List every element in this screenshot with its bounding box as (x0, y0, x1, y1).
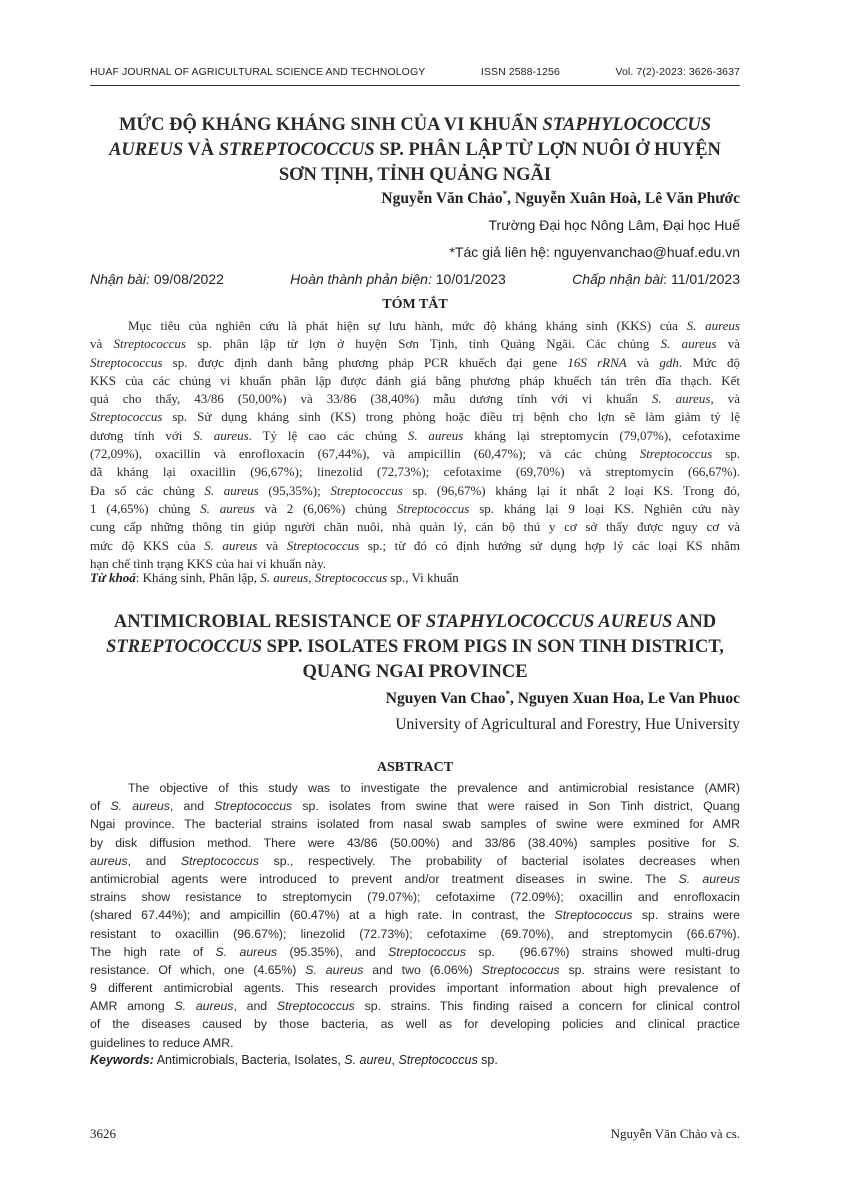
authors-english: Nguyen Van Chao*, Nguyen Xuan Hoa, Le Van Phuoc (385, 689, 740, 708)
journal-header (90, 66, 740, 78)
article-dates: Nhận bài: 09/08/2022 Hoàn thành phản biện: 10/01/2023 Chấp nhận bài: 11/01/2023 (90, 271, 740, 287)
page-footer (90, 1126, 740, 1142)
summary-vietnamese: Mục tiêu của nghiên cứu là phát hiện sự lưu hành, mức độ kháng kháng sinh (KKS) của S. aureus và Streptococcus sp. phân lập từ lợn ở huyện Sơn Tịnh, tỉnh Quảng Ngãi. Các chủng S. aureus và Streptococcus sp. được định danh bằng phương pháp PCR khuếch đại gene 16S rRNA và gdh. Mức độ KKS của các chủng vi khuẩn phân lập được đánh giá bằng phương pháp khuếch tán trên đĩa thạch. Kết quả cho thấy, 43/86 (50,00%) và 33/86 (38,40%) mẫu dương tính với vi khuẩn S. aureus, và Streptococcus sp. Sử dụng kháng sinh (KS) trong phòng hoặc điều trị bệnh cho lợn sẽ làm giảm tỷ lệ dương tính với S. aureus. Tỷ lệ cao các chủng S. aureus kháng lại streptomycin (79,07%), cefotaxime (72,09%), oxacillin và enrofloxacin (67,44%), và ampicillin (60,47%); và các chủng Streptococcus sp. đã kháng lại oxacillin (96,67%); linezolid (72,73%); cefotaxime (69,70%) và streptomycin (66,67%). Đa số các chủng S. aureus (95,35%); Streptococcus sp. (96,67%) kháng lại ít nhất 2 loại KS. Trong đó, 1 (4,65%) chủng S. aureus và 2 (6,06%) chủng Streptococcus sp. kháng lại 9 loại KS. Nghiên cứu này cung cấp những thông tin giúp người chăn nuôi, nhà quản lý, cán bộ thú y cơ sở thấy được nguy cơ và mức độ KKS của S. aureus và Streptococcus sp.; từ đó có định hướng sử dụng hợp lý các loại KS nhằm hạn chế tình trạng KKS của hai vi khuẩn này. (90, 318, 740, 571)
summary-heading: TÓM TẮT (382, 297, 448, 312)
abstract-heading: ASBTRACT (376, 760, 454, 775)
issn: ISSN 2588-1256 (480, 66, 560, 78)
affiliation-english: University of Agricultural and Forestry, Hue University (395, 716, 740, 733)
keywords-english: Keywords: Antimicrobials, Bacteria, Isolates, S. aureu, Streptococcus sp. (90, 1053, 498, 1067)
keywords-vietnamese: Từ khoá: Kháng sinh, Phân lập, S. aureus, Streptococcus sp., Vi khuẩn (90, 570, 459, 585)
affiliation-vietnamese: Trường Đại học Nông Lâm, Đại học Huế (488, 217, 740, 233)
volume-info: Vol. 7(2)-2023: 3626-3637 (615, 66, 740, 78)
running-author: Nguyễn Văn Chảo và cs. (610, 1126, 740, 1141)
authors-vietnamese: Nguyễn Văn Chảo*, Nguyễn Xuân Hoà, Lê Văn Phước (381, 189, 740, 208)
corresponding-author: *Tác giả liên hệ: nguyenvanchao@huaf.edu.vn (449, 244, 740, 260)
journal-name: HUAF JOURNAL OF AGRICULTURAL SCIENCE AND TECHNOLOGY (90, 66, 426, 78)
title-english: ANTIMICROBIAL RESISTANCE OF STAPHYLOCOCCUS AUREUS AND STREPTOCOCCUS SPP. ISOLATES FROM PIGS IN SON TINH DISTRICT, QUANG NGAI PROVINCE (106, 612, 724, 682)
abstract-english: The objective of this study was to investigate the prevalence and antimicrobial resistance (AMR) of S. aureus, and Streptococcus sp. isolates from swine that were raised in Son Tinh district, Quang Ngai province. The bacterial strains isolated from nasal swab samples of swine were exmined for AMR by disk diffusion method. There were 43/86 (50.00%) and 33/86 (38.40%) samples positive for S. aureus, and Streptococcus sp., respectively. The probability of bacterial isolates decreases when antimicrobial agents were introduced to prevent and/or treatment diseases in swine. The S. aureus strains show resistance to streptomycin (79.07%); cefotaxime (72.09%); oxacillin and enrofloxacin (shared 67.44%); and ampicillin (60.47%) at a high rate. In contrast, the Streptococcus sp. strains were resistant to oxacillin (96.67%); linezolid (72.73%); cefotaxime (69.70%), and streptomycin (66.67%). The high rate of S. aureus (95.35%), and Streptococcus sp. (96.67%) strains showed multi-drug resistance. Of which, one (4.65%) S. aureus and two (6.06%) Streptococcus sp. strains were resistant to 9 different antimicrobial agents. This research provides important information about high prevalence of AMR among S. aureus, and Streptococcus sp. strains. This finding raised a concern for clinical control of the diseases caused by those bacteria, as well as for developing policies and clinical practice guidelines to reduce AMR. (90, 781, 740, 1050)
page-number: 3626 (90, 1126, 116, 1141)
header-rule (90, 85, 740, 86)
title-vietnamese: MỨC ĐỘ KHÁNG KHÁNG SINH CỦA VI KHUẨN STAPHYLOCOCCUS AUREUS VÀ STREPTOCOCCUS SP. PHÂN LẬP TỪ LỢN NUÔI Ở HUYỆN SƠN TỊNH, TỈNH QUẢNG NGÃI (109, 115, 721, 185)
